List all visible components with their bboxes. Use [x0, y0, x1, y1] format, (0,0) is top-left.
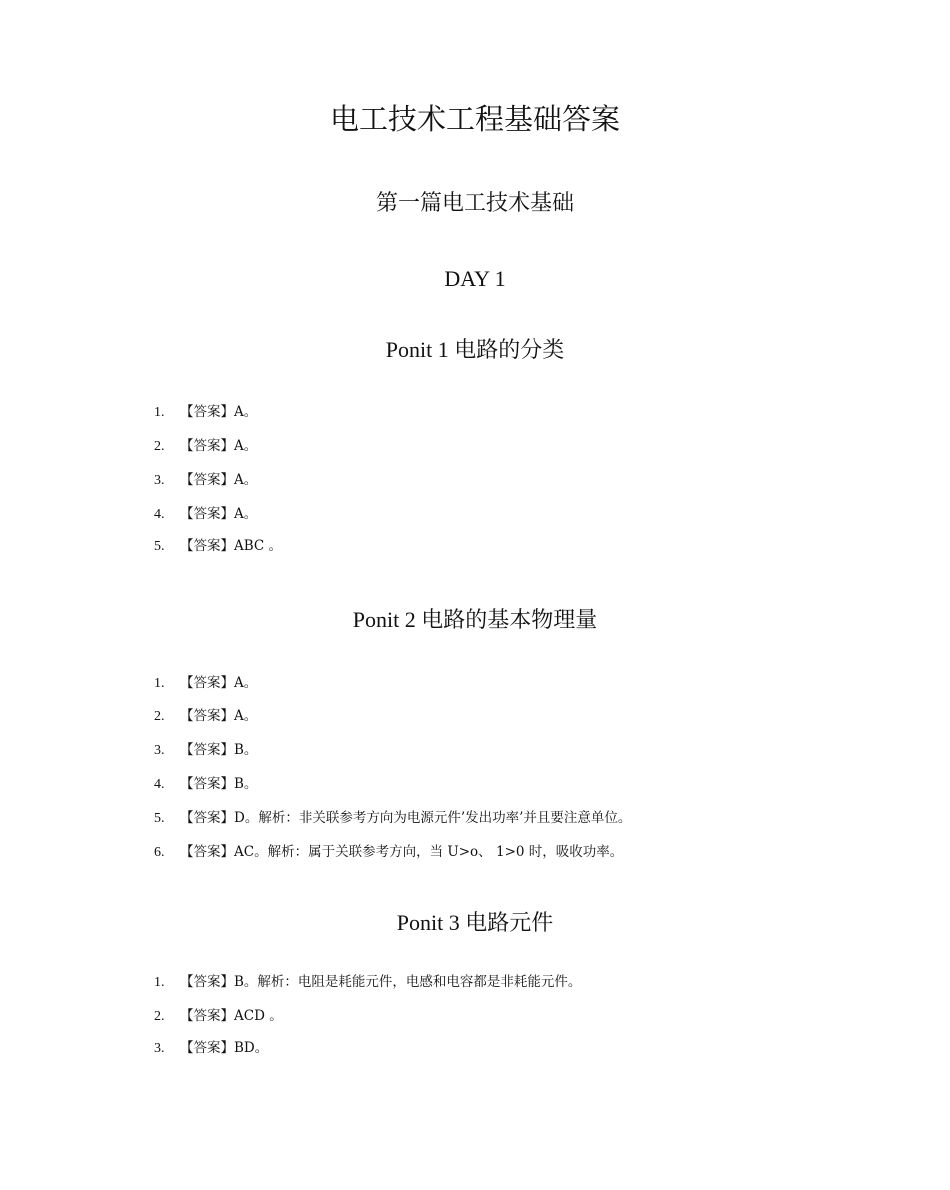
item-answer: 【答案】B。 [180, 742, 258, 758]
item-answer: 【答案】B。 [180, 776, 258, 792]
item-number: 4. [154, 507, 165, 522]
list-item [154, 674, 257, 693]
item-number: 2. [154, 709, 165, 724]
item-answer: 【答案】BD。 [180, 1040, 269, 1056]
item-number: 1. [154, 975, 165, 990]
list-item [154, 809, 631, 828]
section-heading-2: Ponit 2 电路的基本物理量 [352, 607, 598, 632]
list-item [154, 471, 257, 490]
item-number: 1. [154, 676, 165, 691]
item-number: 4. [154, 777, 165, 792]
item-number: 6. [154, 845, 165, 860]
item-answer: 【答案】A。 [180, 675, 258, 691]
item-number: 3. [154, 1041, 165, 1056]
item-answer: 【答案】ABC 。 [180, 538, 283, 554]
list-item [154, 973, 581, 992]
list-item [154, 537, 282, 556]
list-item [154, 775, 257, 794]
item-answer: 【答案】A。 [180, 708, 258, 724]
item-answer: 【答案】A。 [180, 472, 258, 488]
item-answer: 【答案】A。 [180, 404, 258, 420]
list-item [154, 1039, 268, 1058]
day-heading: DAY 1 [444, 266, 506, 291]
section-heading-3: Ponit 3 电路元件 [396, 910, 554, 935]
list-item [154, 505, 257, 524]
item-answer: 【答案】A。 [180, 506, 258, 522]
item-number: 2. [154, 1009, 165, 1024]
item-answer: 【答案】D。解析：非关联参考方向为电源元件’发出功率’并且要注意单位。 [180, 810, 632, 826]
item-answer: 【答案】AC。解析：属于关联参考方向，当 U>o、 1>0 时，吸收功率。 [180, 844, 624, 860]
list-item [154, 403, 257, 422]
item-answer: 【答案】ACD 。 [180, 1008, 283, 1024]
item-number: 5. [154, 811, 165, 826]
item-answer: 【答案】A。 [180, 438, 258, 454]
item-answer: 【答案】B。解析：电阻是耗能元件，电感和电容都是非耗能元件。 [180, 974, 582, 990]
item-number: 5. [154, 539, 165, 554]
list-item [154, 437, 257, 456]
item-number: 3. [154, 743, 165, 758]
item-number: 3. [154, 473, 165, 488]
document-title: 电工技术工程基础答案 [329, 104, 620, 136]
list-item [154, 707, 257, 726]
list-item [154, 843, 623, 862]
item-number: 1. [154, 405, 165, 420]
part-heading: 第一篇电工技术基础 [375, 190, 574, 215]
section-heading-1: Ponit 1 电路的分类 [385, 337, 565, 362]
item-number: 2. [154, 439, 165, 454]
list-item [154, 741, 257, 760]
list-item [154, 1007, 283, 1026]
